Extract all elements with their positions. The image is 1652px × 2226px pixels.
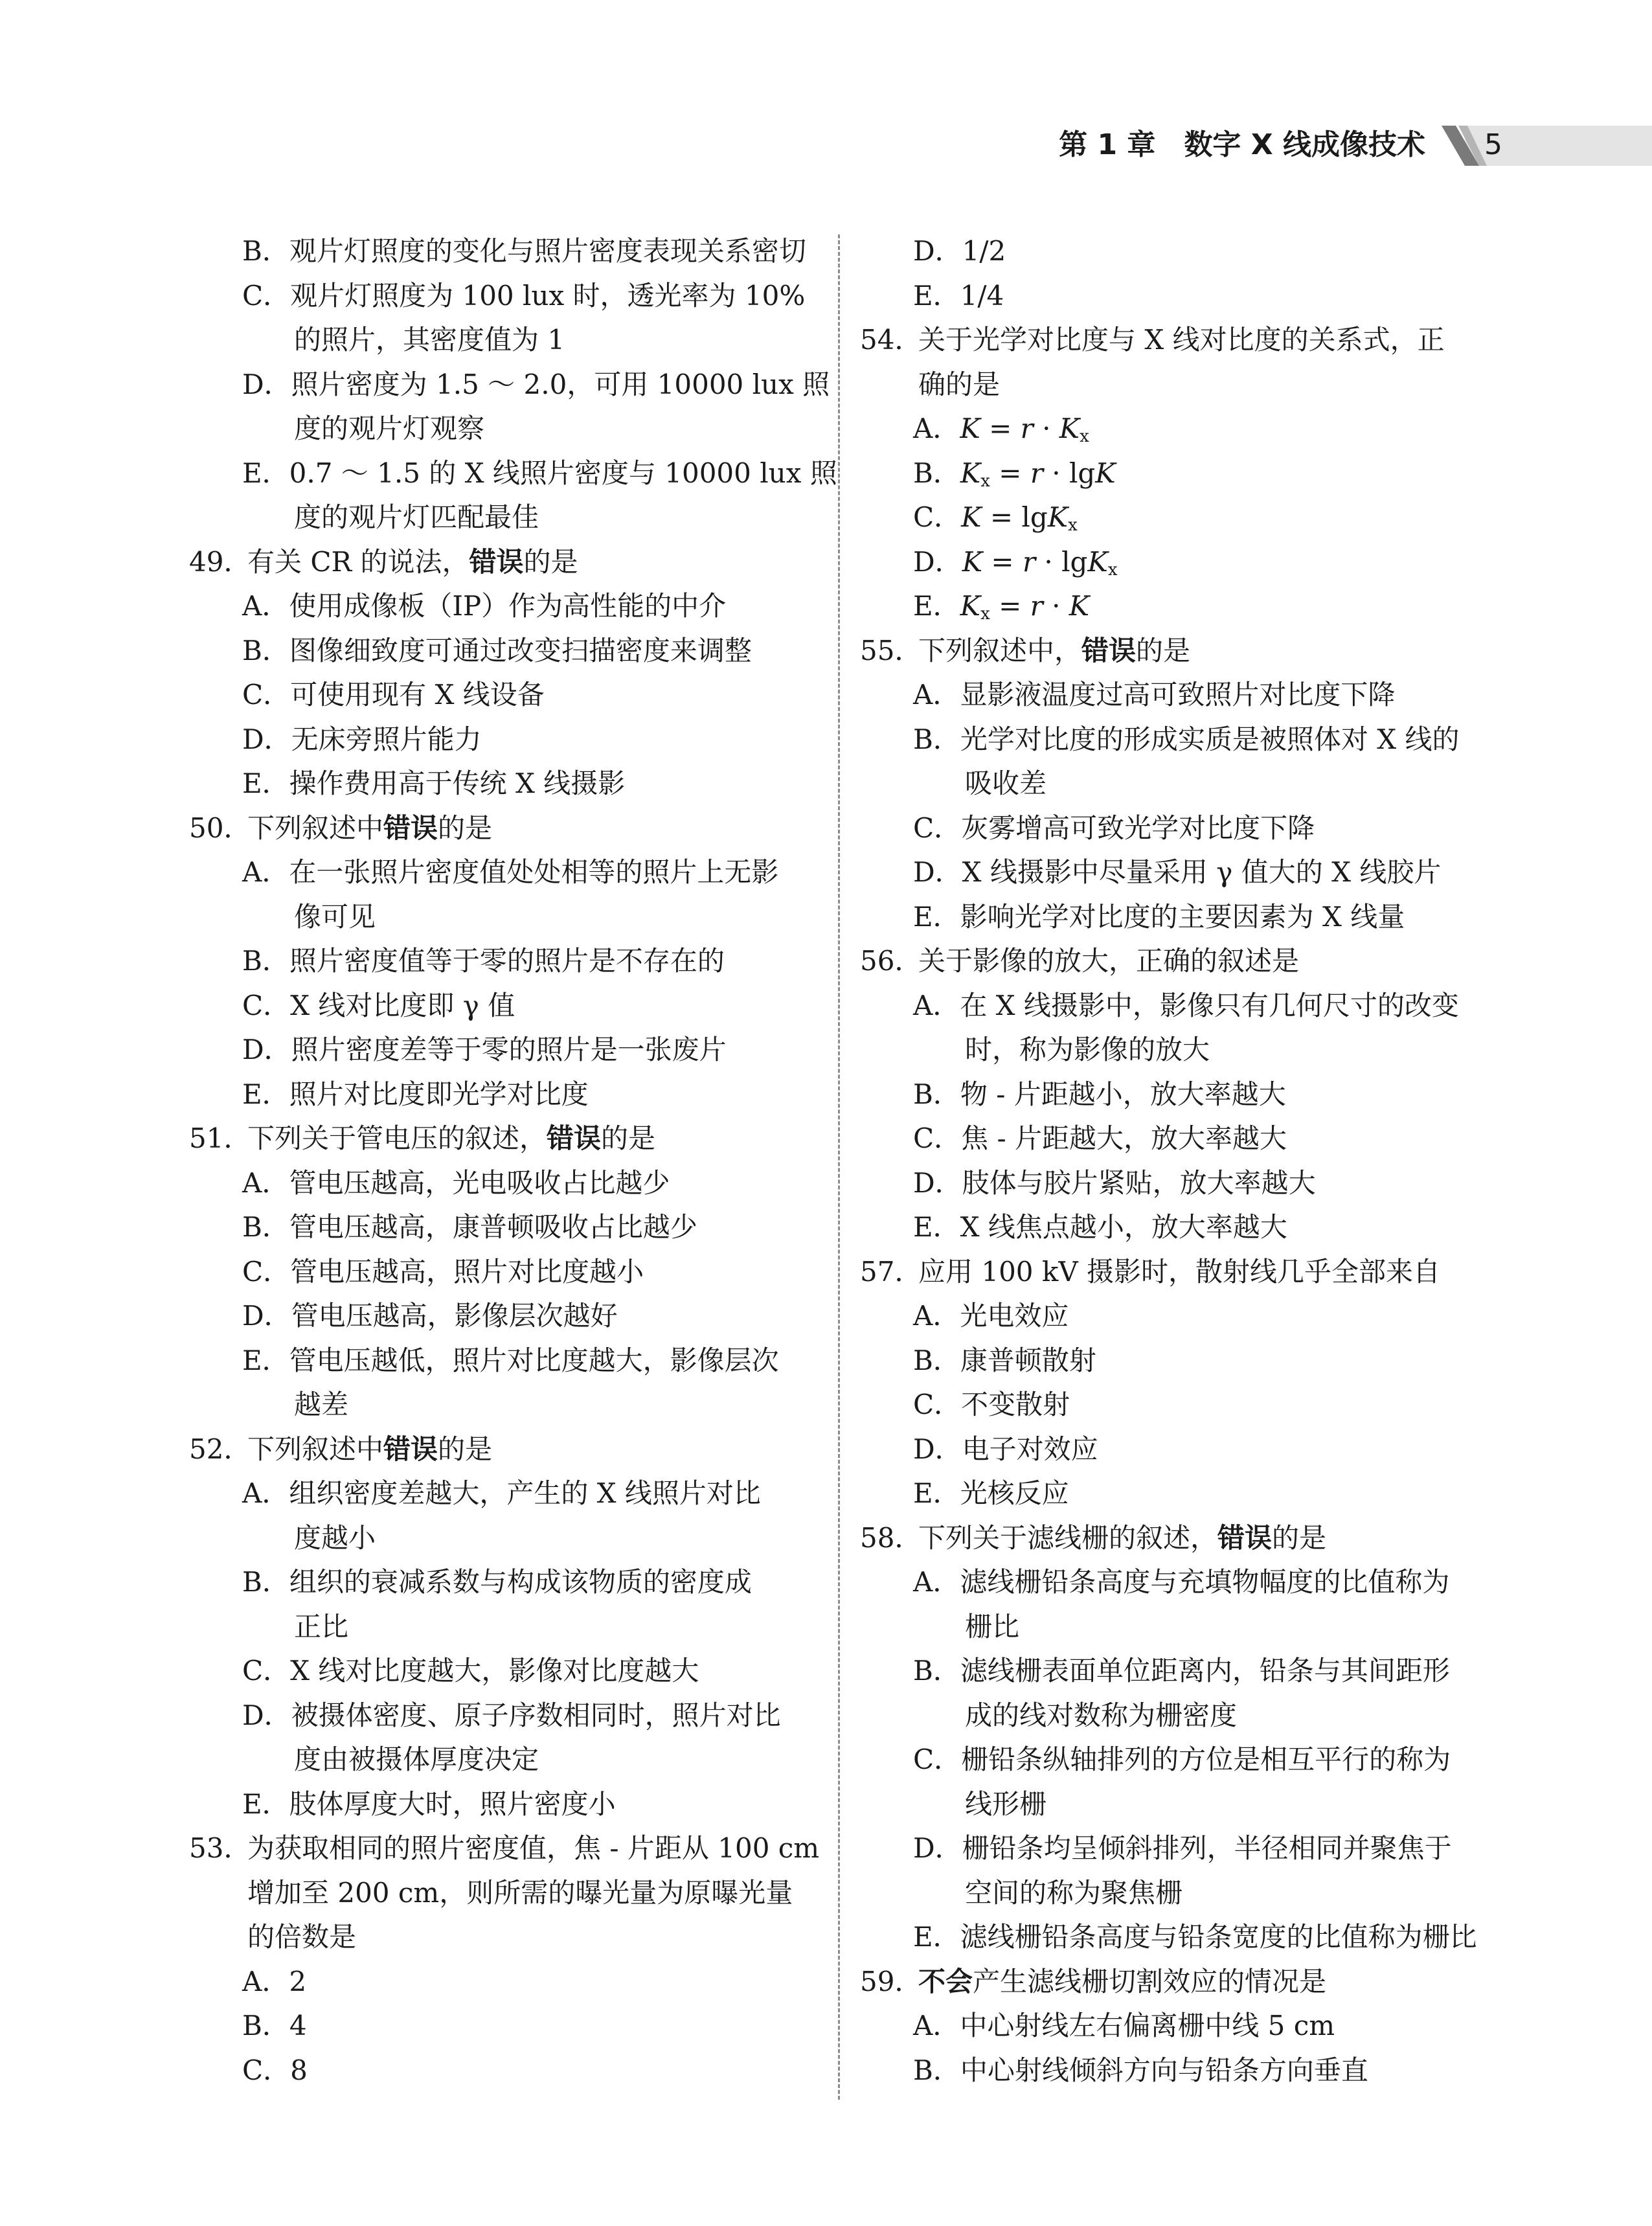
question-57-stem: 57． 应用 100 kV 摄影时，散射线几乎全部来自 [860,1255,1440,1288]
question-48-option-d-cont: 度的观片灯观察 [294,413,485,444]
question-56-option-d: D．肢体与胶片紧贴，放大率越大 [913,1166,1316,1199]
question-54-stem-cont: 确的是 [918,368,1001,400]
question-54-option-b: B．$K_x = r \cdot \lg K$ [913,457,1116,491]
question-56-stem: 56． 关于影像的放大，正确的叙述是 [860,945,1300,977]
question-51-option-c: C．管电压越高，照片对比度越小 [242,1255,644,1288]
question-55-option-e: E．影响光学对比度的主要因素为 X 线量 [913,900,1405,933]
formula: K = r · lgK$_x$ [962,545,1118,580]
question-58-option-c-cont: 线形栅 [965,1788,1047,1820]
question-50-option-e: E．照片对比度即光学对比度 [242,1078,589,1110]
question-48-option-c: C．观片灯照度为 100 lux 时，透光率为 10% [242,279,806,312]
question-51-option-e: E．管电压越低，照片对比度越大，影像层次 [242,1344,779,1376]
question-56-option-c: C．焦 - 片距越大，放大率越大 [913,1122,1287,1154]
question-58-stem: 58． 下列关于滤线栅的叙述，错误的是 [860,1521,1327,1554]
question-59-option-a: A．中心射线左右偏离栅中线 5 cm [913,2010,1335,2041]
question-51-option-e-cont: 越差 [294,1389,349,1420]
question-57-option-a: A．光电效应 [913,1300,1069,1332]
question-51-option-d: D．管电压越高，影像层次越好 [242,1300,618,1332]
question-52-option-a-cont: 度越小 [294,1521,376,1554]
question-52-option-b-cont: 正比 [294,1610,349,1642]
question-53-option-e: E．1/4 [913,279,1004,312]
question-59-stem: 59． 不会产生滤线栅切割效应的情况是 [860,1965,1327,1997]
question-57-option-b: B．康普顿散射 [913,1344,1096,1376]
question-59-option-b: B．中心射线倾斜方向与铅条方向垂直 [913,2054,1368,2086]
question-51-stem: 51． 下列关于管电压的叙述，错误的是 [189,1122,656,1154]
question-56-option-a: A．在 X 线摄影中，影像只有几何尺寸的改变 [913,989,1459,1021]
question-54-option-a: A．$K = r \cdot K_x$ [913,413,1089,446]
left-column [189,229,863,2093]
question-48-option-c-cont: 的照片，其密度值为 1 [294,324,565,356]
question-50-stem: 50． 下列叙述中错误的是 [189,812,493,844]
question-55-option-a: A．显影液温度过高可致照片对比度下降 [913,679,1396,710]
question-58-option-d-cont: 空间的称为聚焦栅 [965,1876,1183,1909]
question-49-option-c: C．可使用现有 X 线设备 [242,679,545,710]
question-53-stem-cont: 的倍数是 [247,1921,357,1953]
question-50-option-b: B．照片密度值等于零的照片是不存在的 [242,945,725,977]
question-55-option-b: B．光学对比度的形成实质是被照体对 X 线的 [913,723,1460,755]
question-58-option-b: B．滤线栅表面单位距离内，铅条与其间距形 [913,1655,1450,1687]
question-58-option-c: C．栅铅条纵轴排列的方位是相互平行的称为 [913,1743,1451,1775]
question-53-stem: 53． 为获取相同的照片密度值，焦 - 片距从 100 cm [189,1832,820,1864]
question-48-option-d: D．照片密度为 1.5 ～ 2.0，可用 10000 lux 照 [242,368,830,400]
question-50-option-c: C．X 线对比度即 γ 值 [242,989,515,1021]
question-52-option-a: A．组织密度差越大，产生的 X 线照片对比 [242,1477,761,1509]
question-58-option-e: E．滤线栅铅条高度与铅条宽度的比值称为栅比 [913,1921,1477,1953]
question-55-option-d: D．X 线摄影中尽量采用 γ 值大的 X 线胶片 [913,856,1442,888]
question-53-stem-cont: 增加至 200 cm，则所需的曝光量为原曝光量 [247,1876,793,1909]
question-56-option-a-cont: 时，称为影像的放大 [965,1034,1210,1065]
chapter-heading [1059,127,1425,163]
question-57-option-e: E．光核反应 [913,1477,1069,1509]
question-54-stem: 54． 关于光学对比度与 X 线对比度的关系式，正 [860,324,1445,356]
question-56-option-b: B．物 - 片距越小，放大率越大 [913,1078,1286,1110]
question-50-option-a-cont: 像可见 [294,900,376,933]
question-58-option-b-cont: 成的线对数称为栅密度 [965,1699,1238,1731]
question-52-option-b: B．组织的衰减系数与构成该物质的密度成 [242,1566,752,1598]
question-53-option-c: C．8 [242,2054,308,2086]
question-49-stem: 49． 有关 CR 的说法，错误的是 [189,545,578,578]
right-column [860,229,1533,2093]
question-54-option-c: C．K = lgK$_x$ [913,501,1078,535]
chapter-title: 数字 X 线成像技术 [1184,128,1425,161]
formula: $K_x = r \cdot K$ [960,590,1090,624]
formula: $K = r \cdot K_x$ [960,413,1089,446]
question-50-option-d: D．照片密度差等于零的照片是一张废片 [242,1034,727,1065]
question-52-stem: 52． 下列叙述中错误的是 [189,1433,493,1465]
question-56-option-e: E．X 线焦点越小，放大率越大 [913,1211,1287,1243]
question-52-option-d: D．被摄体密度、原子序数相同时，照片对比 [242,1699,781,1731]
question-52-option-d-cont: 度由被摄体厚度决定 [294,1743,539,1775]
question-55-stem: 55． 下列叙述中，错误的是 [860,634,1191,666]
header-slant-mark [1442,126,1487,166]
question-55-option-b-cont: 吸收差 [965,767,1047,799]
question-52-option-e: E．肢体厚度大时，照片密度小 [242,1788,616,1820]
formula: $K_x = r \cdot \lg K$ [960,457,1116,491]
question-58-option-d: D．栅铅条均呈倾斜排列，半径相同并聚焦于 [913,1832,1452,1864]
question-54-option-d: D．K = r · lgK$_x$ [913,545,1118,580]
chapter-number: 第 1 章 [1059,128,1156,161]
question-55-option-c: C．灰雾增高可致光学对比度下降 [913,812,1315,844]
formula: K = lgK$_x$ [961,501,1078,535]
question-57-option-c: C．不变散射 [913,1389,1070,1420]
question-49-option-d: D．无床旁照片能力 [242,723,482,755]
question-49-option-e: E．操作费用高于传统 X 线摄影 [242,767,626,799]
question-49-option-a: A．使用成像板（IP）作为高性能的中介 [242,590,727,622]
question-58-option-a-cont: 栅比 [965,1610,1020,1642]
question-48-option-e: E．0.7 ～ 1.5 的 X 线照片密度与 10000 lux 照 [242,457,837,489]
page-number: 5 [1484,128,1502,161]
question-51-option-b: B．管电压越高，康普顿吸收占比越少 [242,1211,697,1243]
question-48-option-e-cont: 度的观片灯匹配最佳 [294,501,539,533]
question-48-option-b: B．观片灯照度的变化与照片密度表现关系密切 [242,235,806,267]
question-53-option-d: D．1/2 [913,235,1006,267]
question-53-option-b: B．4 [242,2010,307,2041]
question-52-option-c: C．X 线对比度越大，影像对比度越大 [242,1655,699,1687]
question-49-option-b: B．图像细致度可通过改变扫描密度来调整 [242,634,752,666]
question-50-option-a: A．在一张照片密度值处处相等的照片上无影 [242,856,779,888]
question-53-option-a: A．2 [242,1965,307,1997]
question-57-option-d: D．电子对效应 [913,1433,1098,1465]
question-54-option-e: E．$K_x = r \cdot K$ [913,590,1090,624]
question-51-option-a: A．管电压越高，光电吸收占比越少 [242,1166,670,1199]
question-58-option-a: A．滤线栅铅条高度与充填物幅度的比值称为 [913,1566,1450,1598]
